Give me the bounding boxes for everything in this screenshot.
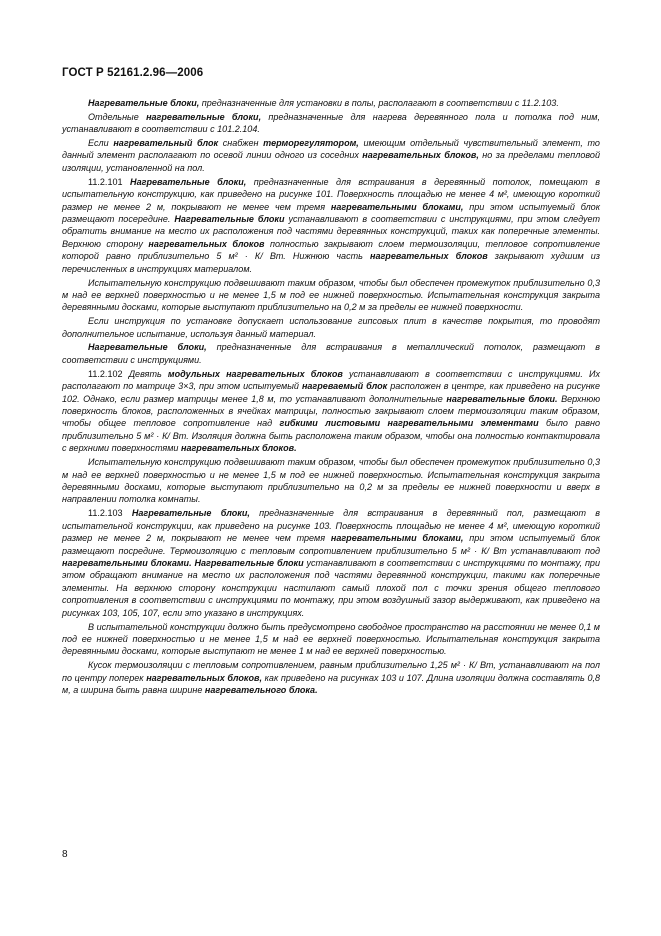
text-run: предназначенные для встраивания в деревянный пол, размещают в испытательной конструкции, как приведено на рисунке 103. Поверхность площадью не менее 4 м², имеющую короткий размер не менее 2 м, покрывают не менее чем тремя <box>62 508 600 544</box>
text-run: предназначенные для встраивания в металлический потолок, размещают в соответствии с инструкциями. <box>62 342 601 365</box>
text-run: Если инструкция по установке допускает использование гипсовых плит в качестве покрытия, то проводят дополнительное испытание, используя данный материал. <box>62 316 600 339</box>
text-run: Девять <box>128 368 168 379</box>
paragraph <box>62 659 600 696</box>
term-bold: нагревательные блоки, <box>146 111 262 122</box>
paragraph <box>62 621 600 658</box>
text-run: закрывают худшим из перечисленных в инструкциях материалом. <box>62 251 601 274</box>
text-run: имеющим отдельный чувствительный элемент, то данный элемент располагают по осевой линии одного из соседних <box>62 137 600 161</box>
text-run: при этом испытуемый блок размещают посередине. <box>62 201 600 224</box>
term-bold: Нагревательные блоки, <box>88 342 207 353</box>
text-run: Верхнюю поверхность блоков, расположенных в ячейках матрицы, полностью закрывают слоем термоизоляции таким образом, чтобы общее тепловое сопротивление над <box>62 393 601 429</box>
text-run: было равно приблизительно 5 м² · К/ Вт. Изоляция должна быть расположена таким образом, чтобы она полностью контактировала с верхними поверхностями <box>62 418 600 454</box>
paragraph <box>62 507 600 619</box>
term-bold: нагревательными блоками. Нагревательные блоки <box>62 557 304 568</box>
page-number: 8 <box>62 849 68 860</box>
term-bold: нагревательных блоков, <box>146 672 262 683</box>
paragraph <box>62 97 600 109</box>
text-run: снабжен <box>218 137 264 148</box>
paragraph <box>62 277 600 314</box>
text-run: устанавливают в соответствии с инструкциями. Их располагают по матрице 3×3, при этом испытуемый <box>62 368 600 392</box>
text-run: устанавливают в соответствии с инструкциями, при этом следует обратить внимание на место их расположения под частями деревянных конструкций, таких как поперечные элементы. Верхнюю сторону <box>62 213 600 249</box>
term-bold: нагревательные блоки. <box>446 393 558 404</box>
text-run: но за пределами тепловой изоляции, установленной на пол. <box>62 150 600 173</box>
document-id-header: ГОСТ Р 52161.2.96—2006 <box>62 67 204 79</box>
text-run: предназначенные для встраивания в деревянный потолок, помещают в испытательную конструкцию, как приведено на рисунке 101. Поверхность площадью не менее 4 м², имеющую короткий размер не менее 2 м, покрывают не менее чем тремя <box>62 176 600 212</box>
term-bold: нагревательными блоками, <box>330 533 464 544</box>
document-body <box>62 97 600 698</box>
text-run: Если <box>88 137 114 148</box>
text-run: Отдельные <box>88 111 147 122</box>
paragraph <box>62 315 600 340</box>
term-bold: гибкими листовыми нагревательными элементами <box>279 418 539 429</box>
term-bold: модульных нагревательных блоков <box>167 368 343 379</box>
term-bold: нагревательных блоков <box>369 251 488 262</box>
text-run: устанавливают в соответствии с инструкциями по монтажу, при этом обращают внимание на место их расположения под частями деревянной конструкции, такими как поперечные элементы. На верхнюю сторону конструкции настилают самый плохой пол с точки зрения общего теплового сопротивления в соответствии с инструкциями по монтажу, при этом воздушный зазор выдерживают, как приведено на рисунках 103, 105, 107, если это указано в инструкциях. <box>62 557 600 618</box>
text-run: как приведено на рисунках 103 и 107. Длина изоляции должна составлять 0,8 м, а ширина быть равна ширине <box>62 672 601 696</box>
clause-number: 11.2.103 <box>88 508 132 519</box>
term-bold: нагреваемый блок <box>301 381 388 392</box>
term-bold: Нагревательные блоки, <box>88 98 200 108</box>
term-bold: Нагревательные блоки, <box>130 176 247 187</box>
paragraph <box>62 176 600 276</box>
paragraph <box>62 137 600 174</box>
text-run: Испытательную конструкцию подвешивают таким образом, чтобы был обеспечен промежуток приблизительно 0,3 м над ее верхней поверхностью и не менее 1,5 м под ее нижней поверхностью. Испытательная конструкция закрыта деревянными досками, которые выступают приблизительно на 0,2 м за пределы ее нижней поверхности и вверх в направлении потолка комнаты. <box>62 457 600 505</box>
term-bold: нагревательных блоков <box>148 238 265 249</box>
term-bold: нагревательного блока. <box>204 685 318 696</box>
term-bold: нагревательных блоков. <box>180 443 297 454</box>
text-run: Испытательную конструкцию подвешивают таким образом, чтобы был обеспечен промежуток приблизительно 0,3 м над ее верхней поверхностью и не менее 1,5 м под ее нижней поверхностью. Испытательная конструкция закрыта деревянными досками, которые выступают приблизительно на 0,2 м за пределы ее нижней поверхности. <box>62 277 600 313</box>
term-bold: Нагревательные блоки, <box>131 508 250 519</box>
paragraph <box>62 341 600 366</box>
paragraph <box>62 111 600 136</box>
text-run: предназначенные для установки в полы, располагают в соответствии с 11.2.103. <box>199 98 559 108</box>
clause-number: 11.2.102 <box>88 368 129 379</box>
paragraph <box>62 456 600 506</box>
paragraph <box>62 368 600 455</box>
text-run: Кусок термоизоляции с тепловым сопротивлением, равным приблизительно 1,25 м² · К/ Вт, устанавливают на пол по центру поперек <box>62 660 600 683</box>
term-bold: Нагревательные блоки <box>174 213 285 224</box>
term-bold: нагревательный блок <box>113 137 219 148</box>
term-bold: терморегулятором, <box>263 137 359 148</box>
clause-number: 11.2.101 <box>88 176 131 187</box>
text-run: полностью закрывают слоем термоизоляции, тепловое сопротивление которой равно приблизительно 5 м² · К/ Вт. Нижнюю часть <box>62 238 600 262</box>
term-bold: нагревательных блоков, <box>362 150 479 161</box>
text-run: расположен в центре, как приведено на рисунке 102. Однако, если размер матрицы менее 1,8 м, то устанавливают дополнительные <box>62 381 600 404</box>
text-run: при этом испытуемый блок размещают посредине. Термоизоляцию с тепловым сопротивлением приблизительно 5 м² · К/ Вт устанавливают под <box>62 533 600 556</box>
text-run: предназначенные для нагрева деревянного пола и потолка под ним, устанавливают в соответствии с 101.2.104. <box>62 111 600 135</box>
term-bold: нагревательными блоками, <box>330 201 464 212</box>
text-run: В испытательной конструкции должно быть предусмотрено свободное пространство на расстоянии не менее 0,1 м под ее нижней поверхностью и не менее 1,5 м над ее верхней поверхностью. Испытательная конструкция закрыта деревянными досками, которые выступают не менее 1 м над ее верхней поверхностью. <box>62 621 600 657</box>
